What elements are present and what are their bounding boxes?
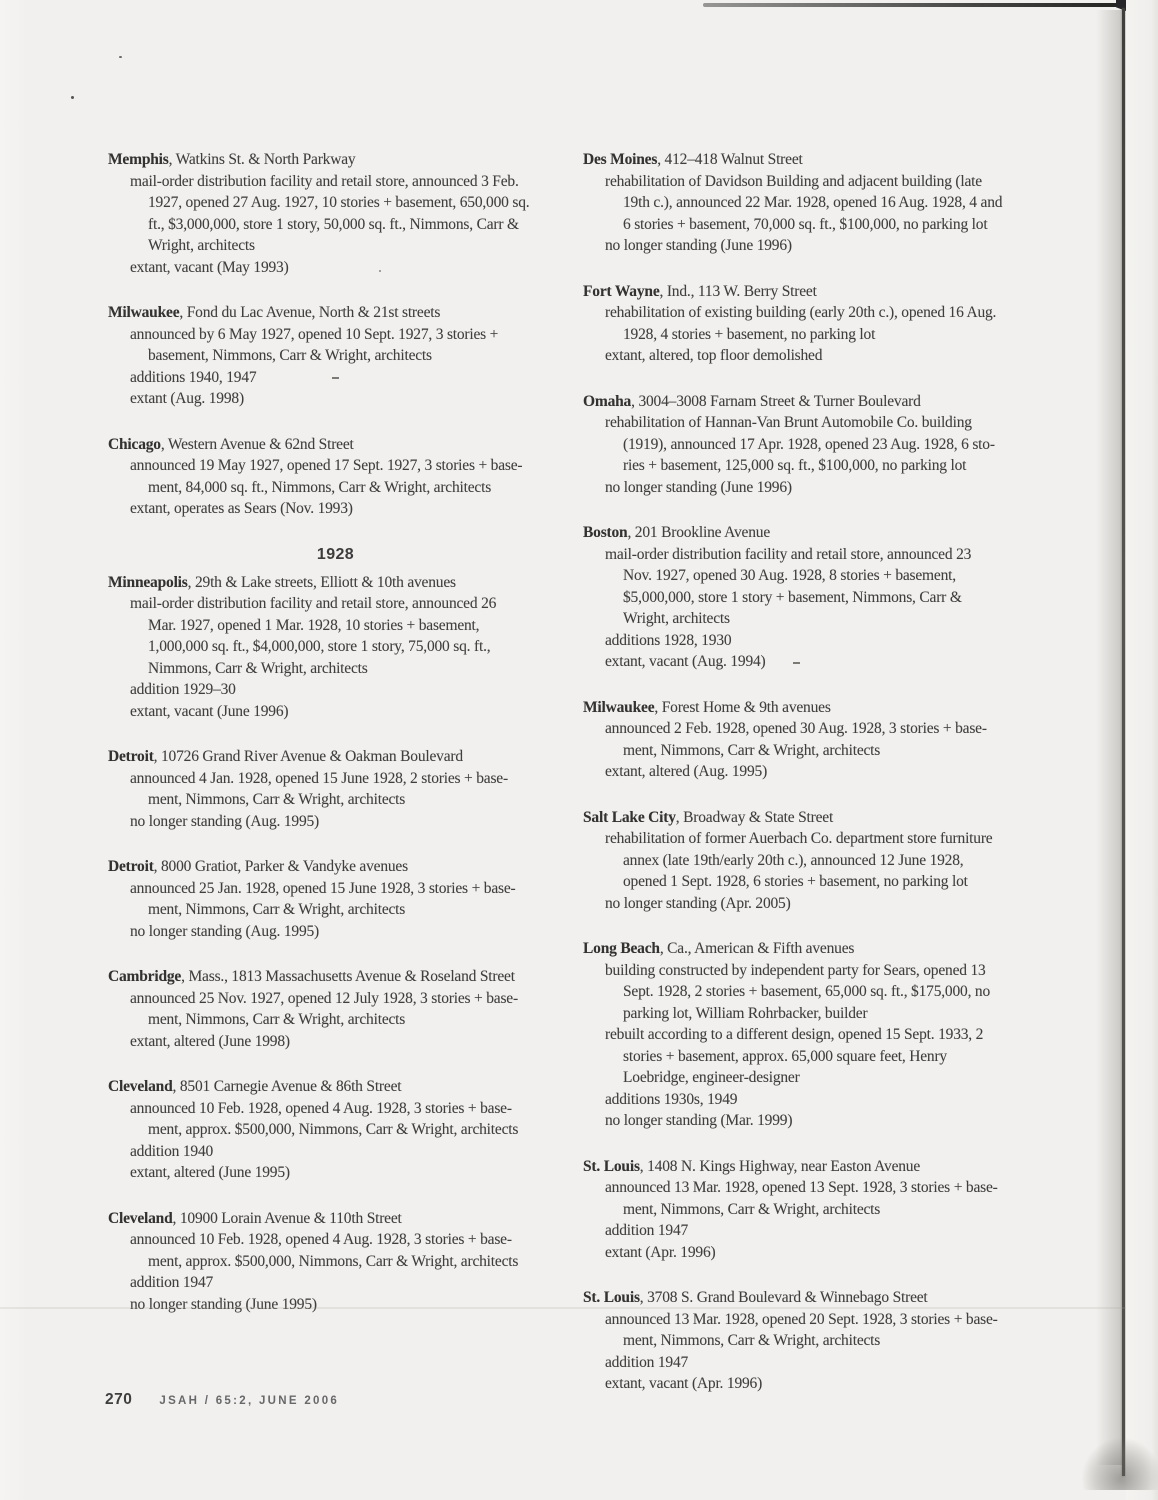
entry-city: Des Moines (583, 151, 658, 168)
entry-line: ment, Nimmons, Carr & Wright, architects (623, 1200, 881, 1218)
entry-heading (108, 1076, 578, 1098)
entry-line: addition 1929–30 (130, 681, 236, 698)
entry-location: , 201 Brookline Avenue (627, 524, 770, 541)
entry-line: mail-order distribution facility and retail store, announced 26 (130, 595, 497, 612)
entry-line: ment, Nimmons, Carr & Wright, architects (148, 901, 406, 918)
entry-line: extant, altered (June 1995) (130, 1164, 290, 1181)
entry-line: no longer standing (June 1996) (605, 478, 792, 496)
entry-line: Loebridge, engineer-designer (623, 1069, 800, 1086)
scan-artifact-streak (0, 1307, 1126, 1309)
entry-line: ft., $3,000,000, store 1 story, 50,000 sq. ft., Nimmons, Carr & (148, 215, 519, 233)
store-entry (583, 281, 1053, 367)
entry-line: 1,000,000 sq. ft., $4,000,000, store 1 story, 75,000 sq. ft., (148, 638, 491, 655)
entry-heading (108, 856, 578, 878)
entry-line: extant, vacant (May 1993) (130, 258, 289, 276)
scan-artifact-speck (71, 96, 74, 99)
entry-line: parking lot, William Rohrbacker, builder (623, 1004, 868, 1022)
entry-line: extant (Apr. 1996) (605, 1243, 716, 1261)
entry-line: mail-order distribution facility and retail store, announced 23 (605, 545, 972, 563)
entry-line: announced by 6 May 1927, opened 10 Sept. 1927, 3 stories + (130, 325, 499, 343)
entry-line: additions 1930s, 1949 (605, 1090, 738, 1108)
store-entry (108, 856, 578, 942)
entry-line: 6 stories + basement, 70,000 sq. ft., $100,000, no parking lot (623, 215, 988, 233)
entry-line: additions 1940, 1947 (130, 368, 257, 386)
entry-line: addition 1947 (605, 1222, 689, 1239)
entry-heading (583, 938, 1053, 960)
entry-line: (1919), announced 17 Apr. 1928, opened 23 Aug. 1928, 6 sto- (623, 435, 995, 453)
entry-line: no longer standing (June 1995) (130, 1295, 317, 1313)
entry-line: 19th c.), announced 22 Mar. 1928, opened 16 Aug. 1928, 4 and (623, 194, 1003, 211)
entry-line: no longer standing (Mar. 1999) (605, 1112, 793, 1129)
year-heading: 1928 (316, 545, 355, 563)
entry-city: Cleveland (108, 1209, 173, 1227)
store-entry (583, 1287, 1053, 1395)
entry-line: Nov. 1927, opened 30 Aug. 1928, 8 stories + basement, (623, 567, 956, 584)
entry-location: , Forest Home & 9th avenues (654, 698, 831, 716)
scan-artifact-outer-margin (1126, 0, 1158, 1500)
entry-line: ment, 84,000 sq. ft., Nimmons, Carr & Wright, architects (148, 478, 492, 496)
entry-line: ries + basement, 125,000 sq. ft., $100,000, no parking lot (623, 457, 967, 474)
entry-location: , Fond du Lac Avenue, North & 21st streets (179, 304, 441, 321)
column-left (108, 149, 578, 1339)
entry-city: Detroit (108, 748, 154, 765)
store-entry (108, 302, 578, 410)
entry-line: announced 13 Mar. 1928, opened 13 Sept. 1928, 3 stories + base- (605, 1179, 998, 1196)
entry-heading (583, 149, 1053, 171)
entry-heading (108, 149, 578, 171)
entry-line: mail-order distribution facility and retail store, announced 3 Feb. (130, 172, 519, 190)
entry-line: annex (late 19th/early 20th c.), announced 12 June 1928, (623, 851, 964, 869)
entry-heading (583, 391, 1053, 413)
entry-location: , Ind., 113 W. Berry Street (659, 282, 817, 300)
entry-line: ment, Nimmons, Carr & Wright, architects (148, 791, 406, 808)
entry-location: , Western Avenue & 62nd Street (160, 435, 354, 453)
store-entry (583, 807, 1053, 915)
entry-city: Detroit (108, 858, 154, 875)
entry-location: , 29th & Lake streets, Elliott & 10th avenues (187, 573, 456, 591)
entry-line: ment, approx. $500,000, Nimmons, Carr & Wright, architects (148, 1252, 519, 1270)
entry-line: no longer standing (Aug. 1995) (130, 812, 320, 830)
entry-location: , 412–418 Walnut Street (657, 151, 803, 168)
entry-line: ment, Nimmons, Carr & Wright, architects (623, 1332, 881, 1349)
entry-line: extant, altered (June 1998) (130, 1032, 290, 1050)
entry-city: Salt Lake City (583, 808, 676, 826)
entry-city: Memphis (108, 151, 169, 168)
scan-artifact-top-edge (703, 3, 1158, 7)
entry-line: extant, vacant (Apr. 1996) (605, 1375, 763, 1392)
entry-line: addition 1947 (605, 1353, 689, 1371)
entry-city: St. Louis (583, 1289, 640, 1306)
entry-line: rebuilt according to a different design, opened 15 Sept. 1933, 2 (605, 1026, 984, 1043)
entry-location: , 3708 S. Grand Boulevard & Winnebago Street (639, 1289, 928, 1306)
entry-line: rehabilitation of existing building (early 20th c.), opened 16 Aug. (605, 304, 997, 321)
entry-line: building constructed by independent party for Sears, opened 13 (605, 961, 986, 979)
store-entry (108, 434, 578, 520)
scan-artifact-dash (332, 377, 339, 379)
entry-city: Long Beach (583, 940, 660, 957)
entry-line: Sept. 1928, 2 stories + basement, 65,000 sq. ft., $175,000, no (623, 983, 991, 1000)
entry-line: extant, operates as Sears (Nov. 1993) (130, 500, 353, 517)
entry-location: , Watkins St. & North Parkway (168, 151, 356, 168)
entry-line: announced 4 Jan. 1928, opened 15 June 1928, 2 stories + base- (130, 769, 508, 787)
entry-line: rehabilitation of Davidson Building and adjacent building (late (605, 172, 982, 190)
entry-heading (108, 966, 578, 988)
scan-artifact-dash (793, 662, 800, 664)
entry-city: Chicago (108, 435, 161, 453)
entry-line: 1928, 4 stories + basement, no parking lot (623, 325, 876, 343)
entry-line: basement, Nimmons, Carr & Wright, architects (148, 347, 432, 364)
entry-line: opened 1 Sept. 1928, 6 stories + basement, no parking lot (623, 873, 968, 890)
scan-artifact-page-edge (1122, 8, 1125, 1476)
page-number: 270 (105, 1391, 133, 1408)
store-entry (108, 1208, 578, 1316)
entry-heading (108, 302, 578, 324)
entry-city: Boston (583, 524, 628, 541)
store-entry (108, 966, 578, 1052)
store-entry (583, 522, 1053, 673)
entry-line: addition 1940 (130, 1142, 214, 1160)
entry-location: , 10900 Lorain Avenue & 110th Street (172, 1209, 402, 1227)
entry-line: announced 25 Jan. 1928, opened 15 June 1928, 3 stories + base- (130, 879, 516, 897)
entry-heading (583, 522, 1053, 544)
entry-line: no longer standing (June 1996) (605, 237, 792, 254)
entry-line: extant (Aug. 1998) (130, 390, 244, 407)
entry-line: $5,000,000, store 1 story + basement, Nimmons, Carr & (623, 588, 962, 606)
entry-line: extant, altered (Aug. 1995) (605, 763, 768, 780)
entry-location: , 1408 N. Kings Highway, near Easton Avenue (639, 1157, 921, 1175)
journal-issue-line: JSAH / 65:2, JUNE 2006 (159, 1395, 340, 1407)
entry-line: additions 1928, 1930 (605, 631, 732, 649)
scan-artifact-smudge (1082, 1438, 1158, 1490)
entry-city: St. Louis (583, 1157, 640, 1175)
entry-line: ment, approx. $500,000, Nimmons, Carr & Wright, architects (148, 1121, 519, 1138)
store-entry (583, 391, 1053, 499)
entry-heading (583, 697, 1053, 719)
entry-location: , Mass., 1813 Massachusetts Avenue & Roseland Street (181, 968, 515, 985)
entry-line: 1927, opened 27 Aug. 1927, 10 stories + basement, 650,000 sq. (148, 194, 530, 211)
entry-line: extant, vacant (Aug. 1994) (605, 653, 766, 670)
entry-line: no longer standing (Apr. 2005) (605, 894, 791, 912)
entry-line: Wright, architects (148, 237, 255, 254)
entry-line: rehabilitation of former Auerbach Co. department store furniture (605, 830, 993, 847)
entry-heading (108, 434, 578, 456)
entry-line: addition 1947 (130, 1274, 214, 1291)
entry-location: , Broadway & State Street (675, 808, 834, 826)
page-footer (105, 1391, 339, 1409)
scan-artifact-speck (119, 56, 122, 58)
entry-city: Milwaukee (108, 304, 180, 321)
store-entry (583, 149, 1053, 257)
entry-location: , 8501 Carnegie Avenue & 86th Street (172, 1078, 402, 1095)
entry-location: , 3004–3008 Farnam Street & Turner Boulevard (631, 392, 921, 410)
entry-heading (583, 1287, 1053, 1309)
entry-city: Omaha (583, 392, 632, 410)
entry-heading (108, 1208, 578, 1230)
entry-line: extant, altered, top floor demolished (605, 347, 823, 364)
entry-line: extant, vacant (June 1996) (130, 702, 289, 720)
entry-city: Minneapolis (108, 573, 188, 591)
entry-location: , 8000 Gratiot, Parker & Vandyke avenues (153, 858, 408, 875)
entry-line: announced 2 Feb. 1928, opened 30 Aug. 1928, 3 stories + base- (605, 720, 987, 737)
store-entry (108, 149, 578, 278)
store-entry (108, 1076, 578, 1184)
entry-city: Milwaukee (583, 698, 655, 716)
entry-line: ment, Nimmons, Carr & Wright, architects (623, 741, 881, 759)
entry-heading (108, 572, 578, 594)
entry-line: announced 10 Feb. 1928, opened 4 Aug. 1928, 3 stories + base- (130, 1099, 512, 1117)
scan-artifact-speck (379, 270, 381, 272)
store-entry (583, 1156, 1053, 1264)
entry-line: no longer standing (Aug. 1995) (130, 922, 320, 940)
entry-location: , Ca., American & Fifth avenues (659, 940, 855, 957)
entry-line: Nimmons, Carr & Wright, architects (148, 659, 368, 677)
entry-line: Wright, architects (623, 610, 730, 627)
entry-line: announced 25 Nov. 1927, opened 12 July 1928, 3 stories + base- (130, 989, 518, 1007)
entry-heading (583, 281, 1053, 303)
store-entry (583, 938, 1053, 1132)
entry-heading (108, 746, 578, 768)
entry-line: ment, Nimmons, Carr & Wright, architects (148, 1011, 406, 1028)
column-right (583, 149, 1053, 1419)
entry-line: stories + basement, approx. 65,000 square feet, Henry (623, 1047, 947, 1065)
entry-heading (583, 1156, 1053, 1178)
store-entry (108, 746, 578, 832)
entry-line: announced 19 May 1927, opened 17 Sept. 1927, 3 stories + base- (130, 457, 523, 474)
store-entry (108, 572, 578, 723)
entry-line: announced 10 Feb. 1928, opened 4 Aug. 1928, 3 stories + base- (130, 1231, 512, 1248)
scan-artifact-edge-shadow (1096, 10, 1122, 1465)
store-entry (583, 697, 1053, 783)
entry-heading (583, 807, 1053, 829)
entry-location: , 10726 Grand River Avenue & Oakman Boulevard (153, 748, 463, 765)
entry-line: Mar. 1927, opened 1 Mar. 1928, 10 stories + basement, (148, 616, 480, 634)
entry-city: Cambridge (108, 968, 182, 985)
entry-city: Cleveland (108, 1078, 173, 1095)
entry-city: Fort Wayne (583, 282, 660, 300)
entry-line: rehabilitation of Hannan-Van Brunt Automobile Co. building (605, 414, 972, 431)
entry-line: announced 13 Mar. 1928, opened 20 Sept. 1928, 3 stories + base- (605, 1310, 998, 1328)
